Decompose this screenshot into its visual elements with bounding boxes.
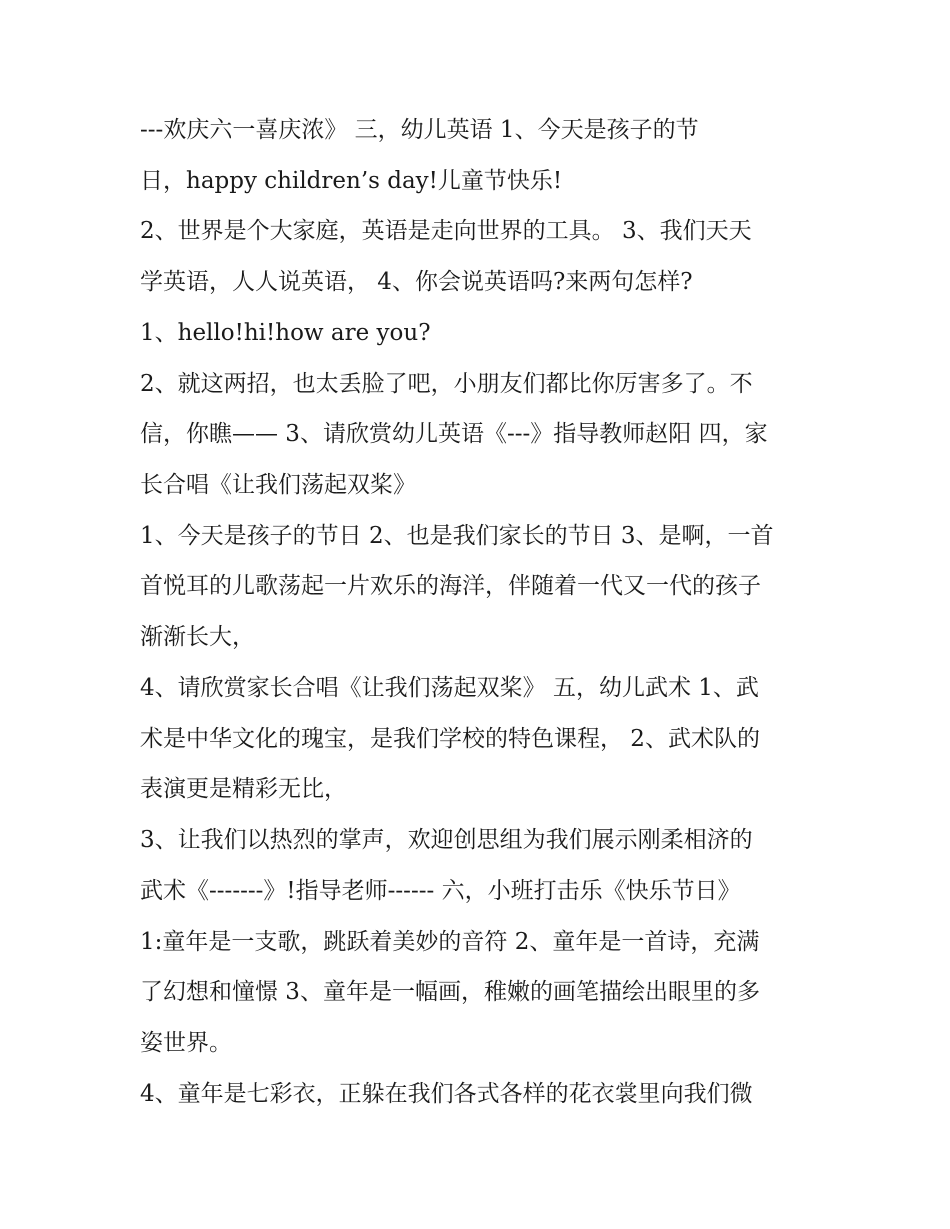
text-line: 渐渐长大， bbox=[140, 624, 255, 650]
text-line: 术是中华文化的瑰宝，是我们学校的特色课程， 2、武术队的 bbox=[140, 726, 760, 752]
text-line: 表演更是精彩无比， bbox=[140, 776, 347, 802]
text-line: 了幻想和憧憬 3、童年是一幅画，稚嫩的画笔描绘出眼里的多 bbox=[140, 979, 760, 1005]
text-line: 3、让我们以热烈的掌声，欢迎创思组为我们展示刚柔相济的 bbox=[140, 827, 753, 853]
text-line: 姿世界。 bbox=[140, 1030, 232, 1056]
text-line: 4、请欣赏家长合唱《让我们荡起双桨》 五，幼儿武术 1、武 bbox=[140, 675, 759, 701]
text-line: 2、世界是个大家庭，英语是走向世界的工具。 3、我们天天 bbox=[140, 218, 752, 244]
text-line: 武术《-------》!指导老师------ 六，小班打击乐《快乐节日》 bbox=[140, 878, 741, 904]
text-line: 1:童年是一支歌，跳跃着美妙的音符 2、童年是一首诗，充满 bbox=[140, 929, 760, 955]
text-line: 日，happy children’s day!儿童节快乐! bbox=[140, 168, 563, 194]
text-line: 学英语，人人说英语， 4、你会说英语吗?来两句怎样? bbox=[140, 269, 693, 295]
text-line: 长合唱《让我们荡起双桨》 bbox=[140, 472, 416, 498]
text-line: 首悦耳的儿歌荡起一片欢乐的海洋，伴随着一代又一代的孩子 bbox=[140, 573, 761, 599]
text-line: 1、今天是孩子的节日 2、也是我们家长的节日 3、是啊，一首 bbox=[140, 523, 774, 549]
text-line: 4、童年是七彩衣，正躲在我们各式各样的花衣裳里向我们微 bbox=[140, 1081, 753, 1107]
text-line: ---欢庆六一喜庆浓》 三，幼儿英语 1、今天是孩子的节 bbox=[140, 117, 699, 143]
text-line: 1、hello!hi!how are you? bbox=[140, 320, 431, 346]
text-line: 信，你瞧—— 3、请欣赏幼儿英语《---》指导教师赵阳 四，家 bbox=[140, 421, 768, 447]
text-line: 2、就这两招，也太丢脸了吧，小朋友们都比你厉害多了。不 bbox=[140, 371, 753, 397]
